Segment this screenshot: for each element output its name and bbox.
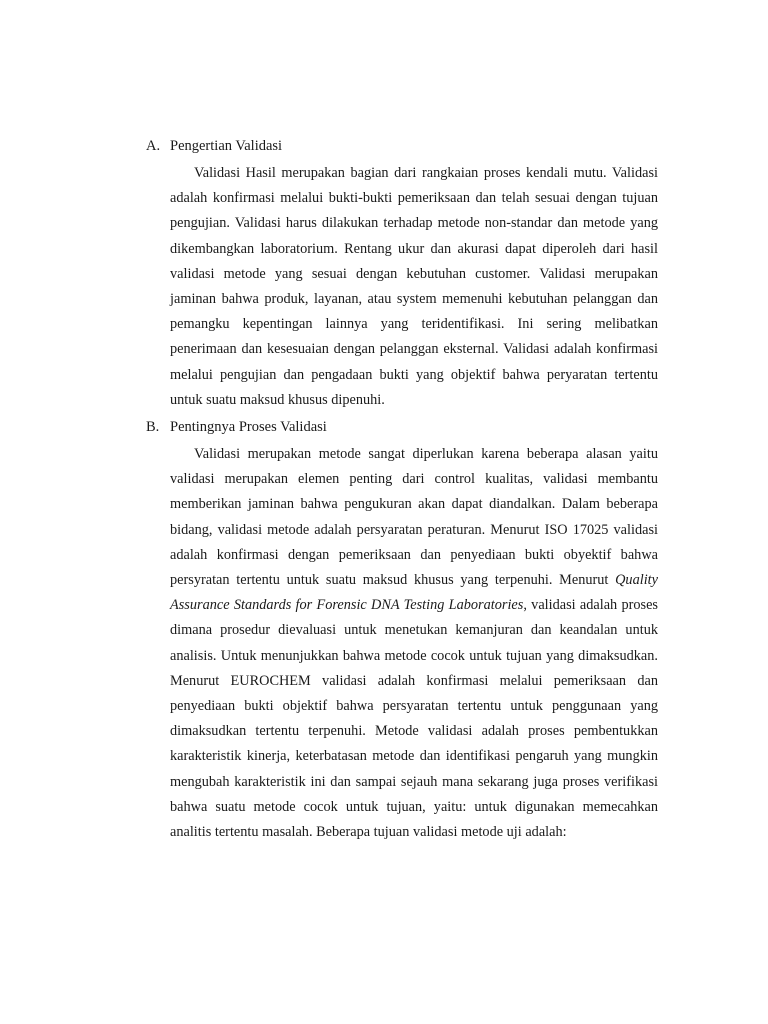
section-b-title: Pentingnya Proses Validasi xyxy=(170,419,327,436)
section-b-text-end: , validasi adalah proses dimana prosedur dievaluasi untuk menetukan kemanjuran dan keandalan untuk analisis. Untuk menunjukkan bahwa metode cocok untuk tujuan yang dimaksudkan. Menurut EUROCHEM validasi adalah konfirmasi melalui pemeriksaan dan penyediaan bukti objektif bahwa persyaratan tertentu untuk penggunaan yang dimaksudkan tertentu terpenuhi. Metode validasi adalah proses pembentukkan karakteristik kinerja, keterbatasan metode dan identifikasi pengaruh yang mungkin mengubah karakteristik ini dan sampai sejauh mana sekarang juga proses verifikasi bahwa suatu metode cocok untuk tujuan, yaitu: untuk digunakan memecahkan analitis tertentu masalah. Beberapa tujuan validasi metode uji adalah: xyxy=(170,597,658,841)
section-a-heading xyxy=(146,136,658,156)
document-body xyxy=(146,136,658,845)
section-a-title: Pengertian Validasi xyxy=(170,138,283,154)
section-b xyxy=(146,417,658,845)
section-b-italic-title: Quality Assurance Standards for Forensic DNA Testing Laboratories xyxy=(170,572,658,614)
section-a xyxy=(146,136,658,413)
section-a-paragraph: Validasi Hasil merupakan bagian dari rangkaian proses kendali mutu. Validasi adalah konfirmasi melalui bukti-bukti pemeriksaan dan telah sesuai dengan tujuan pengujian. Validasi harus dilakukan terhadap metode non-standar dan metode yang dikembangkan laboratorium. Rentang ukur dan akurasi dapat diperoleh dari hasil validasi metode yang sesuai dengan kebutuhan customer. Validasi merupakan jaminan bahwa produk, layanan, atau system memenuhi kebutuhan pelanggan dan pemangku kepentingan lainnya yang teridentifikasi. Ini sering melibatkan penerimaan dan kesesuaian dengan pelanggan eksternal. Validasi adalah konfirmasi melalui pengujian dan pengadaan bukti yang objektif bahwa peryaratan tertentu untuk suatu maksud khusus dipenuhi. xyxy=(170,165,658,408)
section-b-text-start: Validasi merupakan metode sangat diperlukan karena beberapa alasan yaitu validasi merupakan elemen penting dari control kualitas, validasi membantu memberikan jaminan bahwa pengukuran akan dapat diandalkan. Dalam beberapa bidang, validasi metode adalah persyaratan peraturan. Menurut ISO 17025 validasi adalah konfirmasi dengan pemeriksaan dan penyediaan bukti obyektif bahwa persyratan tertentu untuk suatu maksud khusus yang terpenuhi. Menurut xyxy=(170,446,658,589)
section-b-paragraph xyxy=(170,442,658,845)
section-b-heading xyxy=(146,417,658,437)
section-b-marker: B. xyxy=(146,419,160,436)
section-a-marker: A. xyxy=(146,138,161,154)
